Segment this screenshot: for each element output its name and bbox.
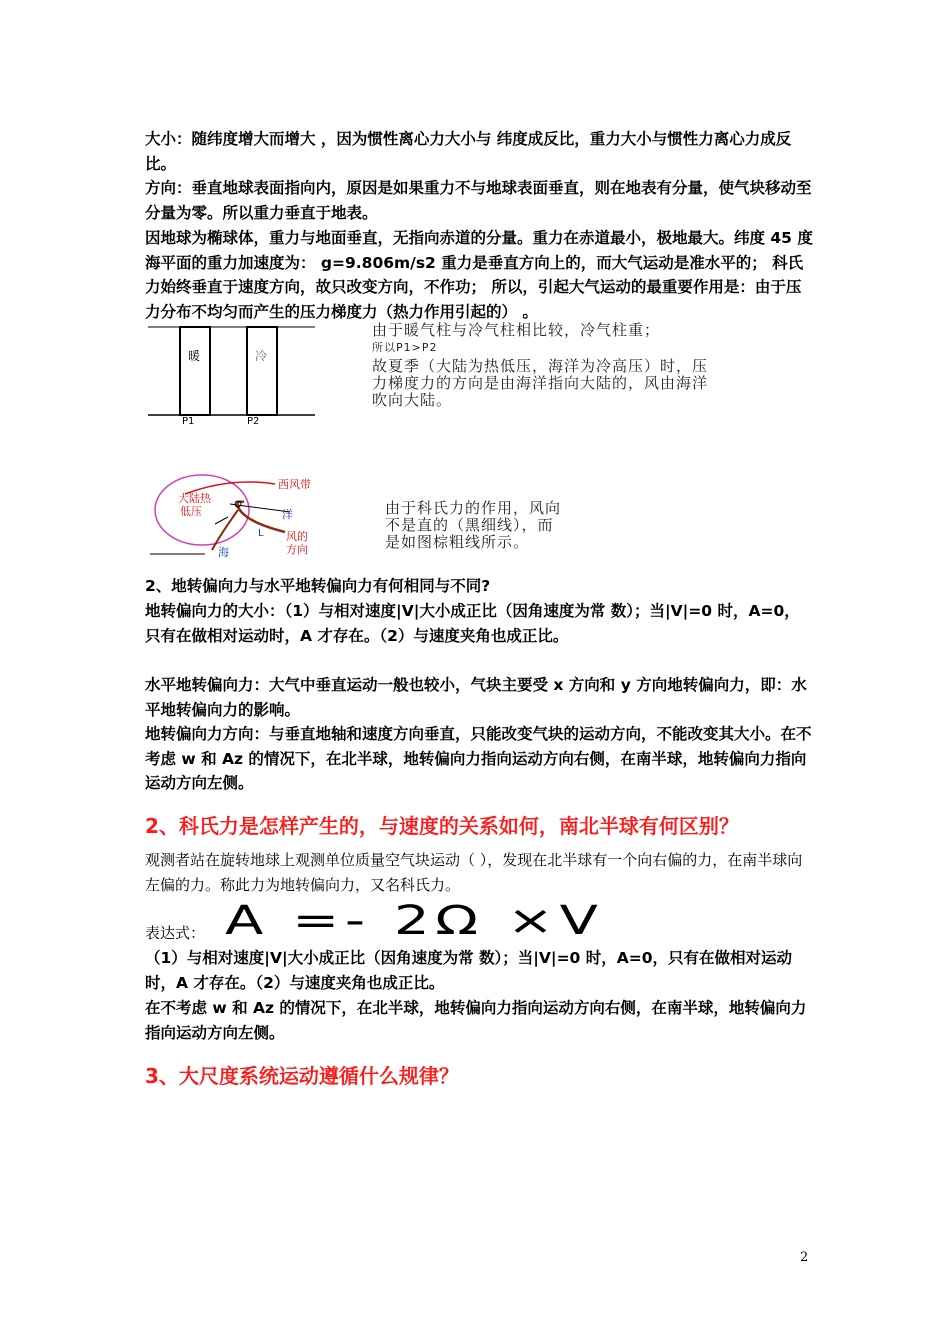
figure1-caption-line: 由于暖气柱与冷气柱相比较，冷气柱重； [372,321,661,339]
figure1-caption-line: 力梯度力的方向是由海洋指向大陆的，风由海洋 [372,374,709,392]
paragraph-gravity-magnitude: 大小：随纬度增大而增大 ，因为惯性离心力大小与 纬度成反比，重力大小与惯性力离心力成反比。 [145,130,792,173]
figure1-caption-line: 所以P1>P2 [372,341,438,354]
paragraph-coriolis-direction: 地转偏向力方向：与垂直地轴和速度方向垂直，只能改变气块的运动方向，不能改变其大小。在不考虑 w 和 Az 的情况下，在北半球，地转偏向力指向运动方向右侧，在南半球，地转偏向力指向运动方向左侧。 [145,725,812,792]
warm-column [180,327,210,415]
warm-label: 暖 [188,349,201,363]
low-label-1: 大陆热 [178,492,211,505]
pressure-columns-diagram [145,322,345,432]
paragraph-observer: 观测者站在旋转地球上观测单位质量空气块运动（ ），发现在北半球有一个向右偏的力，在南半球向左偏的力。称此力为地转偏向力，又名科氏力。 [145,851,803,894]
figure2-caption-line: 是如图棕粗线所示。 [385,533,530,551]
coriolis-formula: A =- 2Ω ×V [225,898,604,944]
ocean-label-1: 洋 [282,508,293,521]
paragraph-horizontal-coriolis: 水平地转偏向力：大气中垂直运动一般也较小，气块主要受 x 方向和 y 方向地转偏向力，即：水平地转偏向力的影响。 [145,676,807,719]
coriolis-wind-diagram [150,472,360,562]
paragraph-coriolis-proportional: （1）与相对速度|V|大小成正比（因角速度为常 数）；当|V|=0 时，A=0，只有在做相对运动时，A 才存在。（2）与速度夹角也成正比。 [145,949,793,992]
figure1-caption-line: 吹向大陆。 [372,391,453,409]
cold-column [247,327,277,415]
wind-label-2: 方向 [286,543,308,556]
low-pressure-L: L [258,528,264,539]
continental-low-ellipse [155,475,249,545]
cold-label: 冷 [255,349,268,363]
formula-label: 表达式： [145,924,206,942]
paragraph-gravity-direction: 方向：垂直地球表面指向内，原因是如果重力不与地球表面垂直，则在地表有分量，使气块移动至分量为零。所以重力垂直于地表。 [145,179,812,222]
low-label-2: 低压 [180,505,202,518]
section-heading-coriolis: 2、科氏力是怎样产生的，与速度的关系如何，南北半球有何区别？ [145,814,739,838]
wind-curve-lower [212,510,238,550]
figure1-caption-line: 故夏季（大陆为热低压，海洋为冷高压）时，压 [372,357,709,375]
p1-label: P1 [182,416,195,427]
pointer-arrow [215,517,228,524]
p2-label: P2 [247,416,260,427]
wind-label-1: 风的 [286,530,308,543]
paragraph-hemisphere: 在不考虑 w 和 Az 的情况下，在北半球，地转偏向力指向运动方向右侧，在南半球，地转偏向力指向运动方向左侧。 [145,999,807,1042]
paragraph-gravity-latitude: 因地球为椭球体，重力与地面垂直，无指向赤道的分量。重力在赤道最小，极地最大。纬度 45 度海平面的重力加速度为： g=9.806m/s2 重力是垂直方向上的，而大气运动是准水平的； 科氏力始终垂直于速度方向，故只改变方向，不作功； 所以，引起大气运动的最重要作用是：由于压力分布不均匀而产生的压力梯度力（热力作用引起的） 。 [145,229,813,321]
question-heading-2: 2、地转偏向力与水平地转偏向力有何相同与不同? [145,577,491,595]
figure1-caption [372,322,872,409]
westerly-label: 西风带 [278,478,311,491]
section-heading-large-scale: 3、大尺度系统运动遵循什么规律？ [145,1064,459,1088]
figure2-caption [385,500,645,551]
page-number: 2 [800,1250,809,1265]
figure2-caption-line: 不是直的（黑细线），而 [385,516,554,534]
ocean-label-2: 海 [218,546,229,559]
figure2-caption-line: 由于科氏力的作用，风向 [385,499,562,517]
paragraph-coriolis-magnitude: 地转偏向力的大小：（1）与相对速度|V|大小成正比（因角速度为常 数）；当|V|=0 时，A=0，只有在做相对运动时，A 才存在。（2）与速度夹角也成正比。 [145,602,800,645]
